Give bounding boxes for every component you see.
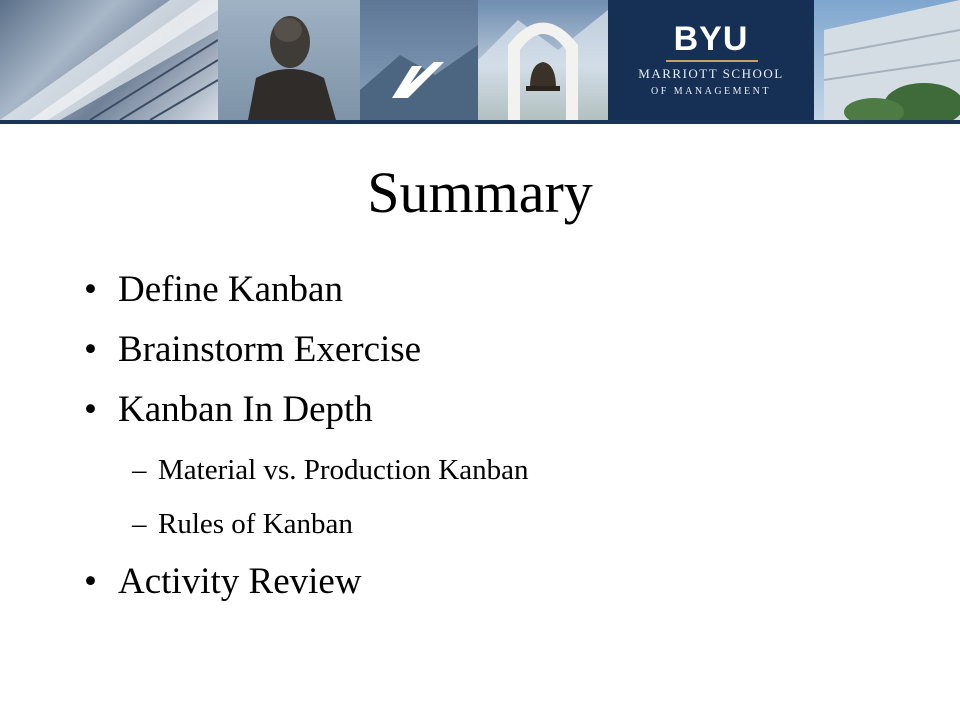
dash-marker: – — [132, 508, 147, 540]
logo-school-name: MARRIOTT SCHOOL — [638, 66, 784, 81]
header-banner — [0, 0, 960, 120]
bullet-item — [84, 328, 421, 372]
building-photo — [0, 0, 218, 120]
bullet-marker: • — [84, 269, 97, 310]
building-glass-graphic — [0, 0, 218, 120]
bullet-marker: • — [84, 561, 97, 602]
dash-marker: – — [132, 454, 147, 486]
bullet-marker: • — [84, 329, 97, 370]
campus-building-graphic — [814, 0, 960, 120]
bullet-text: Brainstorm Exercise — [118, 329, 422, 370]
bullet-marker: • — [84, 389, 97, 430]
logo-byu: BYU — [673, 20, 749, 58]
bullet-text: Kanban In Depth — [118, 389, 373, 430]
banner-divider — [0, 120, 960, 124]
bullet-text: Define Kanban — [118, 269, 343, 310]
bullet-item — [84, 268, 343, 312]
logo-school-subtitle: OF MANAGEMENT — [651, 86, 771, 97]
bullet-item — [84, 388, 373, 432]
sub-bullet-text: Rules of Kanban — [158, 508, 353, 540]
sub-bullet-item — [132, 506, 353, 542]
logo-divider — [666, 60, 758, 62]
statue-graphic — [218, 0, 360, 120]
mountain-y-photo — [360, 0, 478, 120]
bell-tower-graphic — [478, 0, 608, 120]
sub-bullet-text: Material vs. Production Kanban — [158, 454, 529, 486]
bullet-item — [84, 560, 362, 604]
statue-photo — [218, 0, 360, 120]
slide-title: Summary — [367, 160, 593, 225]
byu-marriott-logo — [608, 0, 814, 120]
sub-bullet-item — [132, 452, 528, 488]
bullet-text: Activity Review — [118, 561, 362, 602]
bell-tower-photo — [478, 0, 608, 120]
mountain-y-graphic — [360, 0, 478, 120]
campus-building-photo — [814, 0, 960, 120]
